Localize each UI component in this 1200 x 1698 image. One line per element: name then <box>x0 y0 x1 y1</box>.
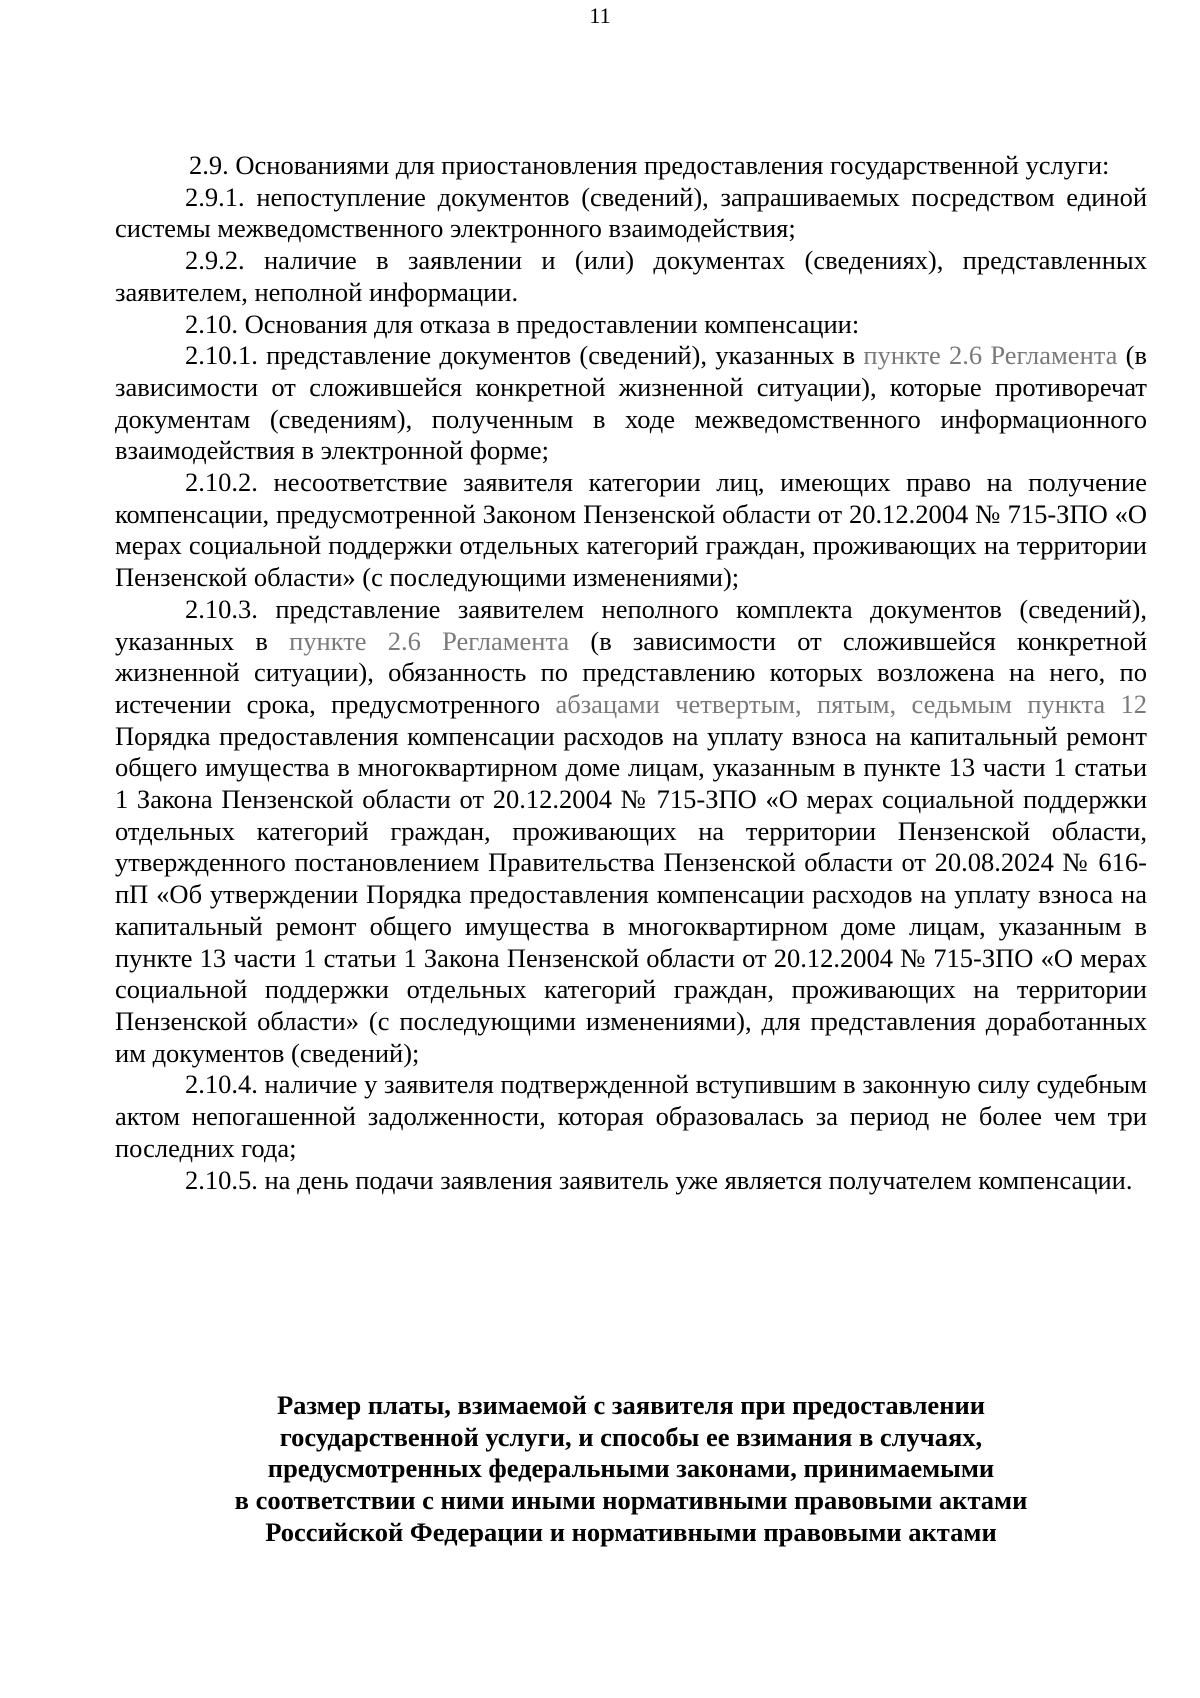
paragraph-2-9-1: 2.9.1. непоступление документов (сведений), запрашиваемых посредством единой системы межведомственного электронного взаимодействия; <box>115 181 1147 244</box>
regulation-clause-2-6-link[interactable]: пункте 2.6 Регламента <box>289 625 570 656</box>
paragraph-2-10-1-text-end: (в зависимости от сложившейся конкретной жизненной ситуации), которые противоречат документам (сведениям), полученным в ходе межведомственного информационного взаимодействия в электронной форме; <box>115 340 1147 466</box>
paragraph-2-10-4: 2.10.4. наличие у заявителя подтвержденной вступившим в законную силу судебным актом непогашенной задолженности, которая образовалась за период не более чем три последних года; <box>115 1069 1147 1163</box>
section-heading-line: Российской Федерации и нормативными правовыми актами <box>265 1516 997 1547</box>
document-body <box>115 150 1147 1196</box>
section-heading-line: предусмотренных федеральными законами, принимаемыми <box>267 1453 995 1484</box>
paragraph-2-10-1 <box>115 340 1147 467</box>
section-heading-line: Размер платы, взимаемой с заявителя при предоставлении <box>276 1390 986 1420</box>
paragraph-2-10-3-text-start: 2.10.3. представление заявителем неполного комплекта документов (сведений), указанных в <box>115 593 1147 656</box>
section-heading <box>115 1390 1147 1549</box>
paragraph-2-9-2: 2.9.2. наличие в заявлении и (или) документах (сведениях), представленных заявителем, неполной информации. <box>115 245 1147 307</box>
paragraph-2-10-3-text-middle: (в зависимости от сложившейся конкретной жизненной ситуации), обязанность по представлению которых возложена на него, по истечении срока, предусмотренного <box>115 625 1148 719</box>
paragraph-2-10-2: 2.10.2. несоответствие заявителя категории лиц, имеющих право на получение компенсации, предусмотренной Законом Пензенской области от 20.12.2004 № 715-ЗПО «О мерах социальной поддержки отдельных категорий граждан, проживающих на территории Пензенской области» (с последующими изменениями); <box>115 467 1147 593</box>
section-heading-line: в соответствии с ними иными нормативными правовыми актами <box>234 1485 1028 1516</box>
paragraph-2-10-5: 2.10.5. на день подачи заявления заявитель уже является получателем компенсации. <box>185 1164 1133 1195</box>
regulation-clause-2-6-link[interactable]: пункте 2.6 Регламента <box>863 340 1118 371</box>
paragraph-2-10-3 <box>115 594 1147 1070</box>
paragraph-2-10-1-text-start: 2.10.1. представление документов (сведений), указанных в <box>185 340 864 371</box>
paragraph-2-9: 2.9. Основаниями для приостановления предоставления государственной услуги: <box>189 150 1110 180</box>
paragraph-2-10-3-text-end: Порядка предоставления компенсации расходов на уплату взноса на капитальный ремонт общего имущества в многоквартирном доме лицам, указанным в пункте 13 части 1 статьи 1 Закона Пензенской области от 20.12.2004 № 715-ЗПО «О мерах социальной поддержки отдельных категорий граждан, проживающих на территории Пензенской области, утвержденного постановлением Правительства Пензенской области от 20.08.2024 № 616-пП «Об утверждении Порядка предоставления компенсации расходов на уплату взноса на капитальный ремонт общего имущества в многоквартирном доме лицам, указанным в пункте 13 части 1 статьи 1 Закона Пензенской области от 20.12.2004 № 715-ЗПО «О мерах социальной поддержки отдельных категорий граждан, проживающих на территории Пензенской области» (с последующими изменениями), для представления доработанных им документов (сведений); <box>115 720 1147 1068</box>
page-number: 11 <box>589 3 611 28</box>
paragraph-2-10: 2.10. Основания для отказа в предоставлении компенсации: <box>185 308 860 339</box>
clause-12-paragraphs-link[interactable]: абзацами четвертым, пятым, седьмым пункта 12 <box>555 688 1147 719</box>
section-heading-line: государственной услуги, и способы ее взимания в случаях, <box>279 1421 983 1452</box>
